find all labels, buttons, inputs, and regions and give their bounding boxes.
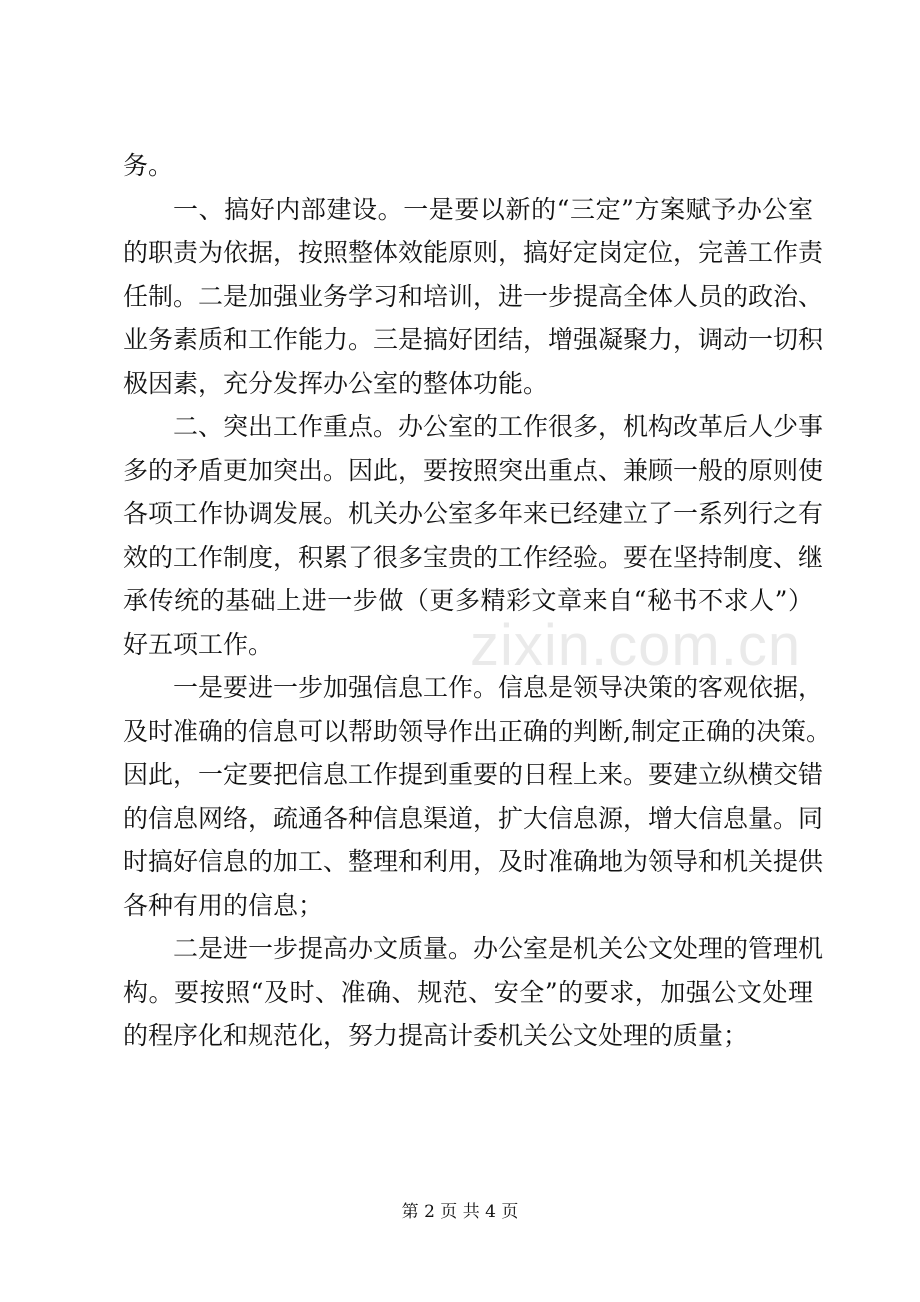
text-line: 的程序化和规范化，努力提高计委机关公文处理的质量； <box>123 1021 749 1050</box>
body-text <box>123 145 831 1059</box>
text-line: 及时准确的信息可以帮助领导作出正确的判断,制定正确的决策。 <box>123 716 831 746</box>
text-line: 二、突出工作重点。办公室的工作很多，机构改革后人少事 <box>173 412 824 441</box>
text-line: 的职责为依据，按照整体效能原则，搞好定岗定位，完善工作责 <box>123 238 824 267</box>
text-line: 多的矛盾更加突出。因此，要按照突出重点、兼顾一般的原则使 <box>123 455 824 485</box>
text-line: 二是进一步提高办文质量。办公室是机关公文处理的管理机 <box>173 934 824 963</box>
text-line: 构。要按照“及时、准确、规范、安全”的要求，加强公文处理 <box>123 977 813 1007</box>
text-line: 各项工作协调发展。机关办公室多年来已经建立了一系列行之有 <box>123 499 824 528</box>
text-line: 各种有用的信息； <box>123 890 324 920</box>
text-line: 务。 <box>123 151 174 180</box>
text-line: 承传统的基础上进一步做（更多精彩文章来自“秘书不求人”） <box>123 586 813 615</box>
text-line: 一是要进一步加强信息工作。信息是领导决策的客观依据， <box>173 673 824 702</box>
text-line: 效的工作制度，积累了很多宝贵的工作经验。要在坚持制度、继 <box>123 542 824 572</box>
text-line: 好五项工作。 <box>123 629 274 659</box>
page-footer: 第 2 页 共 4 页 <box>401 1202 519 1222</box>
text-line: 时搞好信息的加工、整理和利用，及时准确地为领导和机关提供 <box>123 847 824 876</box>
text-line: 一、搞好内部建设。一是要以新的“三定”方案赋予办公室 <box>173 194 813 224</box>
text-line: 任制。二是加强业务学习和培训，进一步提高全体人员的政治、 <box>123 281 824 311</box>
watermark: zixin.com.cn <box>470 613 802 678</box>
text-line: 因此，一定要把信息工作提到重要的日程上来。要建立纵横交错 <box>123 760 824 789</box>
text-line: 极因素，充分发挥办公室的整体功能。 <box>123 368 549 398</box>
text-line: 的信息网络，疏通各种信息渠道，扩大信息源，增大信息量。同 <box>123 803 824 833</box>
text-line: 业务素质和工作能力。三是搞好团结，增强凝聚力，调动一切积 <box>123 325 824 354</box>
